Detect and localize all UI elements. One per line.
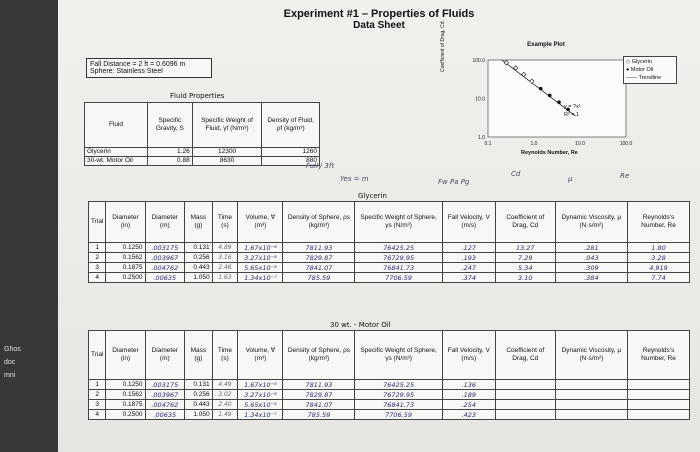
glycerin-cell-time: 3.16 [212,253,238,263]
fp-density: 880 [262,157,320,166]
glycerin-cell-dens: 785.59 [283,273,355,283]
x-tick-label: 0.1 [484,141,492,147]
fp-header-sg: Specific Gravity, S [148,103,193,148]
glycerin-cell-mass: 0.131 [185,243,213,253]
motor-oil-table [88,330,690,420]
motor_oil-cell-dm: .00635 [145,410,185,420]
motor_oil-header-cd: Coefficient of Drag, Cd [495,331,555,380]
motor-oil-caption: 30 wt. - Motor Oil [330,321,391,329]
glycerin-cell-dm: .00635 [145,273,185,283]
glycerin-cell-sw: 76425.25 [355,243,442,253]
motor_oil-cell-mu [555,380,627,390]
motor_oil-cell-dens: 7841.07 [283,400,355,410]
glycerin-header-vol: Volume, ∀ (m³) [238,202,283,243]
glycerin-cell-v: .193 [442,253,495,263]
glycerin-header-cd: Coefficient of Drag, Cd [495,202,555,243]
glycerin-cell-trial: 3 [89,263,106,273]
legend-label: Glycerin [631,59,652,65]
motor_oil-cell-vol: 3.27x10⁻⁸ [238,390,283,400]
glycerin-cell-mu: .309 [555,263,627,273]
fp-sg: 1.26 [148,148,193,157]
glycerin-cell-vol: 5.65x10⁻⁸ [238,263,283,273]
motor_oil-cell-cd [495,400,555,410]
motor_oil-header-din: Diameter (in) [106,331,145,380]
motor_oil-cell-sw: 76841.73 [355,400,442,410]
table-row [89,410,690,420]
table-row [89,273,690,283]
motor_oil-cell-vol: 1.67x10⁻⁸ [238,380,283,390]
plot-xlabel: Reynolds Number, Re [521,150,578,156]
glycerin-cell-mu: .384 [555,273,627,283]
motor_oil-header-vol: Volume, ∀ (m³) [238,331,283,380]
table-row [85,148,320,157]
motor_oil-cell-trial: 2 [89,390,106,400]
motor_oil-cell-v: .254 [442,400,495,410]
glycerin-cell-v: .374 [442,273,495,283]
glycerin-cell-cd: 3.10 [495,273,555,283]
table-row [89,243,690,253]
motor_oil-cell-re [628,380,690,390]
table-row [85,157,320,166]
glycerin-cell-din: 0.1562 [106,253,145,263]
y-tick-label: 10.0 [475,96,485,103]
motor_oil-cell-v: .423 [442,410,495,420]
plot-frame [488,60,626,137]
glycerin-cell-mass: 1.050 [185,273,213,283]
x-tick-label: 100.0 [619,141,633,147]
motor-oil-point [557,100,561,104]
motor_oil-cell-din: 0.2500 [106,410,145,420]
glycerin-header-mass: Mass (g) [185,202,213,243]
plot-ylabel: Coefficient of Drag, Cd [440,21,446,72]
motor_oil-cell-time: 3.02 [212,390,238,400]
glycerin-cell-dens: 7829.87 [283,253,355,263]
motor_oil-cell-v: .136 [442,380,495,390]
legend-trendline [626,74,674,82]
y-tick-label: 100.0 [472,58,485,64]
diamond-icon: ◇ [626,59,631,65]
motor_oil-cell-trial: 1 [89,380,106,390]
motor_oil-cell-trial: 3 [89,400,106,410]
motor_oil-cell-time: 4.49 [212,380,238,390]
motor_oil-cell-time: 2.40 [212,400,238,410]
fall-distance: Fall Distance = 2 ft = 0.6096 m [90,61,186,68]
motor_oil-cell-dens: 7829.87 [283,390,355,400]
table-row [89,380,690,390]
glycerin-cell-dm: .004762 [145,263,185,273]
glycerin-cell-re: 4.919 [628,263,690,273]
glycerin-header-trial: Trial [89,202,106,243]
side-label-1: Ghos [4,346,21,353]
motor_oil-cell-mass: 0.131 [185,380,213,390]
fit-r2: R² = 1 [564,112,580,118]
plot-title: Example Plot [527,42,565,48]
motor-oil-point [539,87,543,91]
glycerin-header-dens: Density of Sphere, ρs (kg/m³) [283,202,355,243]
plot-canvas [446,42,636,162]
legend-glycerin [626,58,674,66]
note-cd: Cd [511,170,521,178]
y-tick-label: 1.0 [478,135,485,141]
sphere-material: Sphere: Stainless Steel [90,68,163,75]
plot-legend [623,56,677,84]
motor_oil-cell-mass: 0.256 [185,390,213,400]
fluid-properties-caption: Fluid Properties [170,92,225,100]
glycerin-cell-time: 2.46 [212,263,238,273]
motor_oil-cell-dm: .004762 [145,400,185,410]
fp-sw: 8630 [192,157,262,166]
page-subtitle: Data Sheet [353,20,405,31]
side-label-3: mni [4,372,16,379]
glycerin-cell-time: 4.89 [212,243,238,253]
motor_oil-cell-mu [555,400,627,410]
motor_oil-cell-cd [495,390,555,400]
motor_oil-cell-v: .189 [442,390,495,400]
glycerin-cell-dens: 7811.93 [283,243,355,253]
legend-label: Motor Oil [630,67,654,73]
glycerin-cell-sw: 7706.59 [355,273,442,283]
motor_oil-cell-sw: 7706.59 [355,410,442,420]
motor_oil-cell-mass: 1.050 [185,410,213,420]
glycerin-cell-din: 0.1875 [106,263,145,273]
glycerin-cell-trial: 4 [89,273,106,283]
motor_oil-cell-re [628,400,690,410]
glycerin-header-sw: Specific Weight of Sphere, γs (N/m³) [355,202,442,243]
motor_oil-cell-mass: 0.443 [185,400,213,410]
glycerin-cell-dm: .003175 [145,243,185,253]
side-label-2: doc [4,359,16,366]
glycerin-cell-trial: 1 [89,243,106,253]
setup-box [86,58,212,78]
fit-equation: y = ?x¹ [564,104,581,110]
note-mass: Yes = m [340,175,369,183]
motor_oil-cell-dens: 785.59 [283,410,355,420]
glycerin-cell-re: 7.74 [628,273,690,283]
note-weights: Fw Pa Pg [438,178,470,186]
dot-icon: ● [626,67,630,73]
note-mu: μ [568,175,573,183]
table-row [89,390,690,400]
motor_oil-cell-mu [555,390,627,400]
motor_oil-header-time: Time (s) [212,331,238,380]
motor_oil-cell-cd [495,380,555,390]
fluid-properties-table [84,102,320,166]
fp-header-density: Density of Fluid, ρf (kg/m³) [262,103,320,148]
glycerin-cell-sw: 76729.95 [355,253,442,263]
page-title: Experiment #1 – Properties of Fluids [283,8,475,20]
glycerin-cell-v: .247 [442,263,495,273]
fp-sg: 0.88 [148,157,193,166]
glycerin-cell-vol: 1.34x10⁻⁷ [238,273,283,283]
glycerin-cell-re: 3.28 [628,253,690,263]
motor_oil-header-trial: Trial [89,331,106,380]
motor_oil-header-dm: Diameter (m) [145,331,185,380]
motor_oil-header-dens: Density of Sphere, ρs (kg/m³) [283,331,355,380]
motor_oil-cell-dens: 7811.93 [283,380,355,390]
motor_oil-cell-vol: 1.34x10⁻⁷ [238,410,283,420]
motor_oil-cell-din: 0.1250 [106,380,145,390]
motor_oil-cell-dm: .003175 [145,380,185,390]
example-plot [440,21,636,162]
motor_oil-cell-dm: .003967 [145,390,185,400]
motor_oil-cell-din: 0.1562 [106,390,145,400]
glycerin-cell-cd: 7.29 [495,253,555,263]
glycerin-table [88,201,690,283]
glycerin-cell-v: .127 [442,243,495,253]
glycerin-header-re: Reynolds's Number, Re [628,202,690,243]
glycerin-header-time: Time (s) [212,202,238,243]
glycerin-cell-sw: 76841.73 [355,263,442,273]
desktop-side [0,340,56,379]
motor_oil-cell-re [628,390,690,400]
glycerin-cell-time: 1.63 [212,273,238,283]
motor_oil-cell-cd [495,410,555,420]
glycerin-cell-mu: .281 [555,243,627,253]
x-tick-label: 1.0 [530,141,538,147]
motor_oil-cell-sw: 76425.25 [355,380,442,390]
glycerin-cell-trial: 2 [89,253,106,263]
glycerin-cell-mass: 0.443 [185,263,213,273]
glycerin-cell-cd: 5.34 [495,263,555,273]
motor_oil-header-v: Fall Velocity, V (m/s) [442,331,495,380]
table-row [89,263,690,273]
glycerin-cell-cd: 13.27 [495,243,555,253]
glycerin-cell-vol: 1.67x10⁻⁸ [238,243,283,253]
note-fully: Fully 3ft [306,162,335,170]
line-icon: —— [626,75,637,81]
motor_oil-header-sw: Specific Weight of Sphere, γs (N/m³) [355,331,442,380]
legend-motor-oil [626,66,674,74]
motor-oil-point [548,94,552,98]
data-sheet [58,0,700,452]
table-row [89,253,690,263]
glycerin-cell-mass: 0.256 [185,253,213,263]
motor_oil-cell-vol: 5.65x10⁻⁸ [238,400,283,410]
glycerin-cell-dm: .003967 [145,253,185,263]
x-tick-label: 10.0 [575,141,585,147]
motor_oil-cell-time: 1.49 [212,410,238,420]
fp-header-fluid: Fluid [85,103,148,148]
glycerin-caption: Glycerin [358,192,387,200]
motor_oil-header-mu: Dynamic Viscosity, μ (N·s/m²) [555,331,627,380]
glycerin-header-v: Fall Velocity, V (m/s) [442,202,495,243]
glycerin-cell-re: 1.80 [628,243,690,253]
note-re: Re [620,172,630,180]
fp-density: 1260 [262,148,320,157]
glycerin-cell-vol: 3.27x10⁻⁸ [238,253,283,263]
motor_oil-cell-din: 0.1875 [106,400,145,410]
legend-label: Trendline [638,75,662,81]
glycerin-cell-dens: 7841.07 [283,263,355,273]
motor_oil-header-mass: Mass (g) [185,331,213,380]
glycerin-cell-din: 0.1250 [106,243,145,253]
glycerin-cell-din: 0.2500 [106,273,145,283]
fp-sw: 12300 [192,148,262,157]
motor_oil-header-re: Reynolds's Number, Re [628,331,690,380]
glycerin-header-dm: Diameter (m) [145,202,185,243]
motor_oil-cell-re [628,410,690,420]
motor_oil-cell-mu [555,410,627,420]
glycerin-header-din: Diameter (in) [106,202,145,243]
motor_oil-cell-trial: 4 [89,410,106,420]
glycerin-header-mu: Dynamic Viscosity, μ (N·s/m²) [555,202,627,243]
fp-fluid: Glycerin [85,148,148,157]
table-row [89,400,690,410]
glycerin-cell-mu: .043 [555,253,627,263]
motor_oil-cell-sw: 76729.95 [355,390,442,400]
fp-fluid: 30-wt. Motor Oil [85,157,148,166]
fp-header-sw: Specific Weight of Fluid, γf (N/m³) [192,103,262,148]
